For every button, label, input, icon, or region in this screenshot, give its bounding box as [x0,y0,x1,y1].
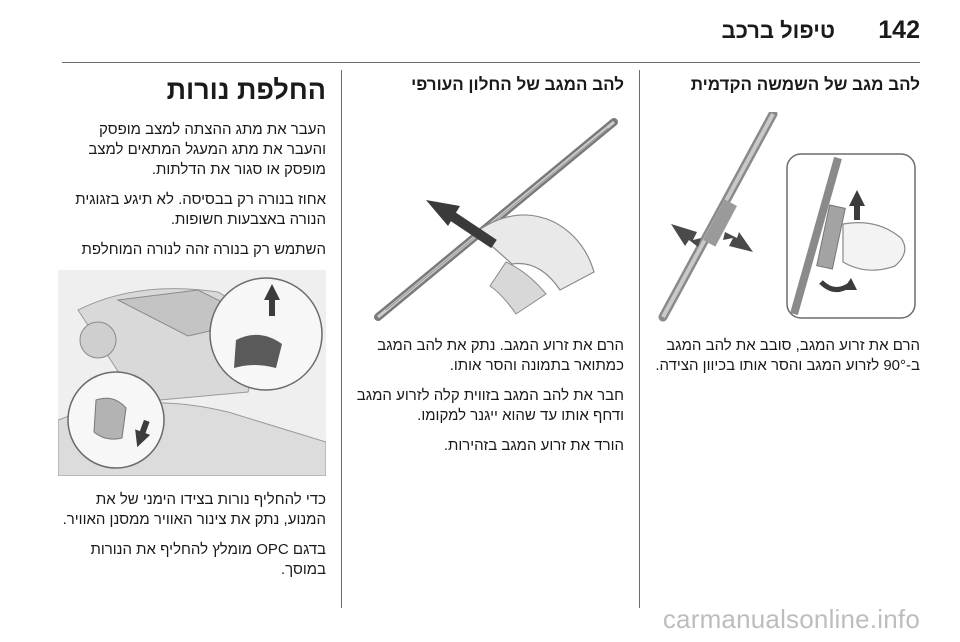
section-heading: להב המגב של החלון העורפי [411,75,624,94]
header-rule [62,62,920,63]
watermark: carmanualsonline.info [662,604,920,634]
page-header [0,0,960,60]
engine-bay-illustration [58,270,326,476]
column-divider [639,70,640,608]
paragraph: כדי להחליף נורות בצידו הימני של את המנוע, נתק את צינור האוויר ממסנן האוויר. [62,491,326,528]
section-front-wiper [653,74,920,386]
column-divider [341,70,342,608]
paragraph: השתמש רק בנורה זהה לנורה המוחלפת [81,241,326,258]
paragraph: בדגם OPC מומלץ להחליף את הנורות במוסך. [90,541,326,578]
section-bulb-replacement [58,74,326,590]
page-number: 142 [878,16,920,44]
rear-wiper-illustration [356,112,624,322]
running-title: טיפול ברכב [721,18,835,43]
paragraph: הורד את זרוע המגב בזהירות. [443,437,624,454]
section-heading: החלפת נורות [166,75,326,105]
engine-bay-illustration-drawing [58,270,326,476]
paragraph: אחוז בנורה רק בבסיסה. לא תיגע בזגוגית הנורה באצבעות חשופות. [75,191,326,228]
paragraph: הרם את זרוע המגב, סובב את להב המגב ב-90° לזרוע המגב והסר אותו בכיוון הצידה. [655,337,920,374]
front-wiper-illustration-drawing [653,112,920,322]
section-heading: להב מגב של השמשה הקדמית [690,75,920,94]
paragraph: הרם את זרוע המגב. נתק את להב המגב כמתואר בתמונה והסר אותו. [377,337,624,374]
section-rear-wiper [356,74,624,466]
paragraph: העבר את מתג ההצתה למצב מופסק והעבר את מתג המעגל המתאים למצב מופסק או סגור את הדלתות. [88,121,326,178]
front-wiper-illustration [653,112,920,322]
rear-wiper-illustration-drawing [356,112,624,322]
paragraph: חבר את להב המגב בזווית קלה לזרוע המגב ודחף אותו עד שהוא ייגנר למקומו. [356,387,624,424]
